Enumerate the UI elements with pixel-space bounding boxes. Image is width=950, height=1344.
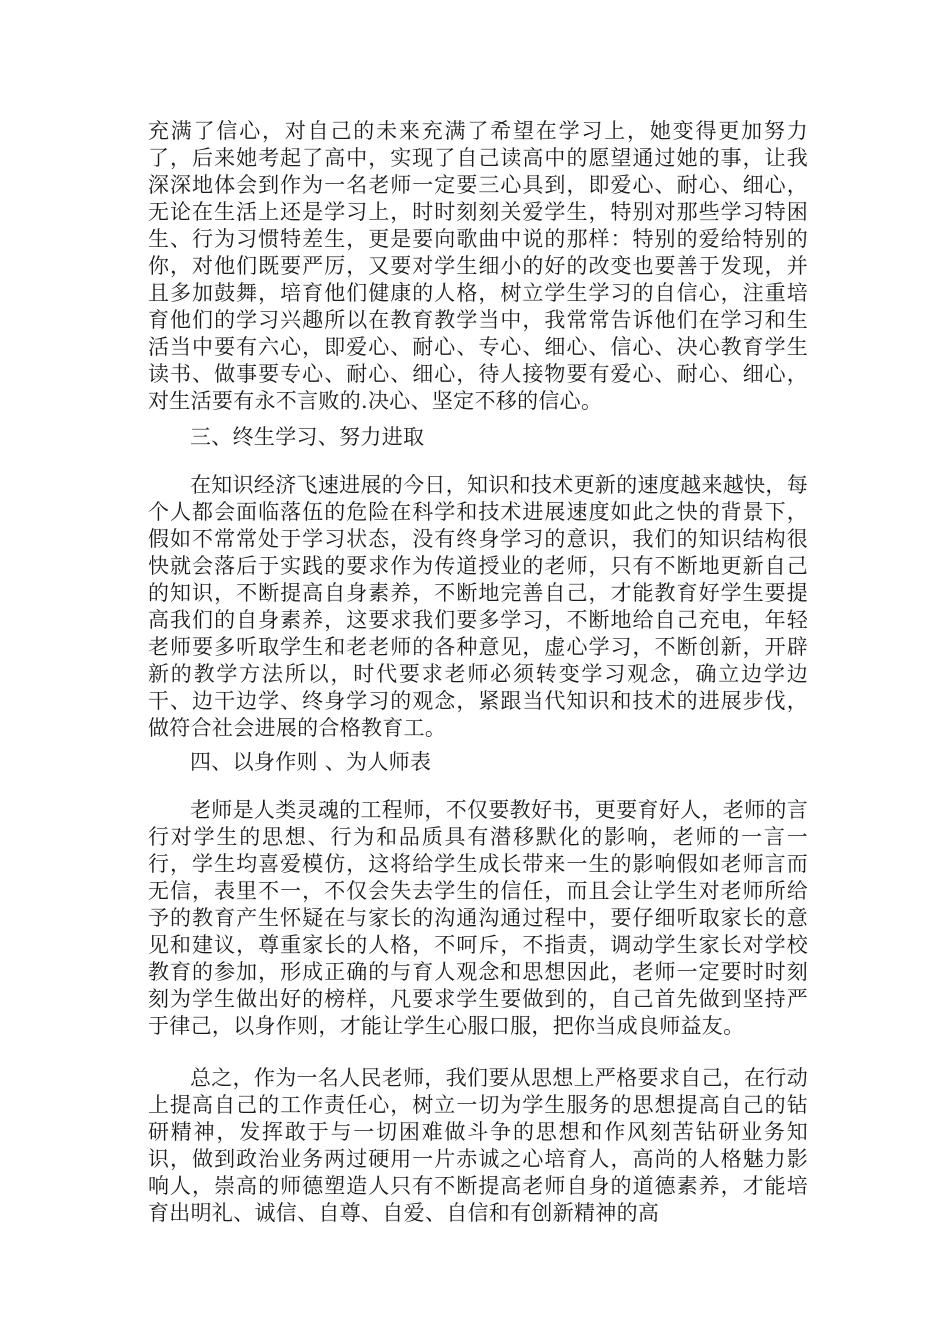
section-heading-3: 三、终生学习、努力进取: [190, 425, 425, 449]
paragraph-text: 老师是人类灵魂的工程师，不仅要教好书，更要育好人，老师的言行对学生的思想、行为和品质具有潜移默化的影响，老师的一言一行，学生均喜爱模仿，这将给学生成长带来一生的影响假如老师言而无信，表里不一，不仅会失去学生的信任，而且会让学生对老师所给予的教育产生怀疑在与家长的沟通沟通过程中，要仔细听取家长的意见和建议，尊重家长的人格，不呵斥，不指责，调动学生家长对学校教育的参加，形成正确的与育人观念和思想因此，老师一定要时时刻刻为学生做出好的榜样，凡要求学生要做到的，自己首先做到坚持严于律己，以身作则，才能让学生心服口服，把你当成良师益友。: [148, 798, 808, 1038]
section-heading-4: 四、以身作则 、为人师表: [190, 750, 432, 774]
paragraph-text: 充满了信心，对自己的未来充满了希望在学习上，她变得更加努力了，后来她考起了高中，实现了自己读高中的愿望通过她的事，让我深深地体会到作为一名老师一定要三心具到，即爱心、耐心、细心，无论在生活上还是学习上，时时刻刻关爱学生，特别对那些学习特困生、行为习惯特差生，更是要向歌曲中说的那样：特别的爱给特别的你，对他们既要严厉，又要对学生细小的好的改变也要善于发现，并且多加鼓舞，培育他们健康的人格，树立学生学习的自信心，注重培育他们的学习兴趣所以在教育教学当中，我常常告诉他们在学习和生活当中要有六心，即爱心、耐心、专心、细心、信心、决心教育学生读书、做事要专心、耐心、细心，待人接物要有爱心、耐心、细心，对生活要有永不言败的.决心、坚定不移的信心。: [148, 119, 808, 413]
paragraph-role-model: [148, 797, 808, 1040]
paragraph-text: 在知识经济飞速进展的今日，知识和技术更新的速度越来越快，每个人都会面临落伍的危险在科学和技术进展速度如此之快的背景下，假如不常常处于学习状态，没有终身学习的意识，我们的知识结构很快就会落后于实践的要求作为传道授业的老师，只有不断地更新自己的知识，不断提高自身素养，不断地完善自己，才能教育好学生要提高我们的自身素养，这要求我们要多学习，不断地给自己充电，年轻老师要多听取学生和老老师的各种意见，虚心学习，不断创新，开辟新的教学方法所以，时代要求老师必须转变学习观念，确立边学边干、边干边学、终身学习的观念，紧跟当代知识和技术的进展步伐，做符合社会进展的合格教育工。: [148, 473, 808, 740]
paragraph-conclusion: [148, 1065, 808, 1227]
paragraph-text: 总之，作为一名人民老师，我们要从思想上严格要求自己，在行动上提高自己的工作责任心，树立一切为学生服务的思想提高自己的钻研精神，发挥敢于与一切困难做斗争的思想和作风刻苦钻研业务知识，做到政治业务两过硬用一片赤诚之心培育人，高尚的人格魅力影响人，崇高的师德塑造人只有不断提高老师自身的道德素养，才能培育出明礼、诚信、自尊、自爱、自信和有创新精神的高: [148, 1066, 808, 1225]
paragraph-continued: [148, 118, 808, 415]
paragraph-lifelong-learning: [148, 472, 808, 742]
